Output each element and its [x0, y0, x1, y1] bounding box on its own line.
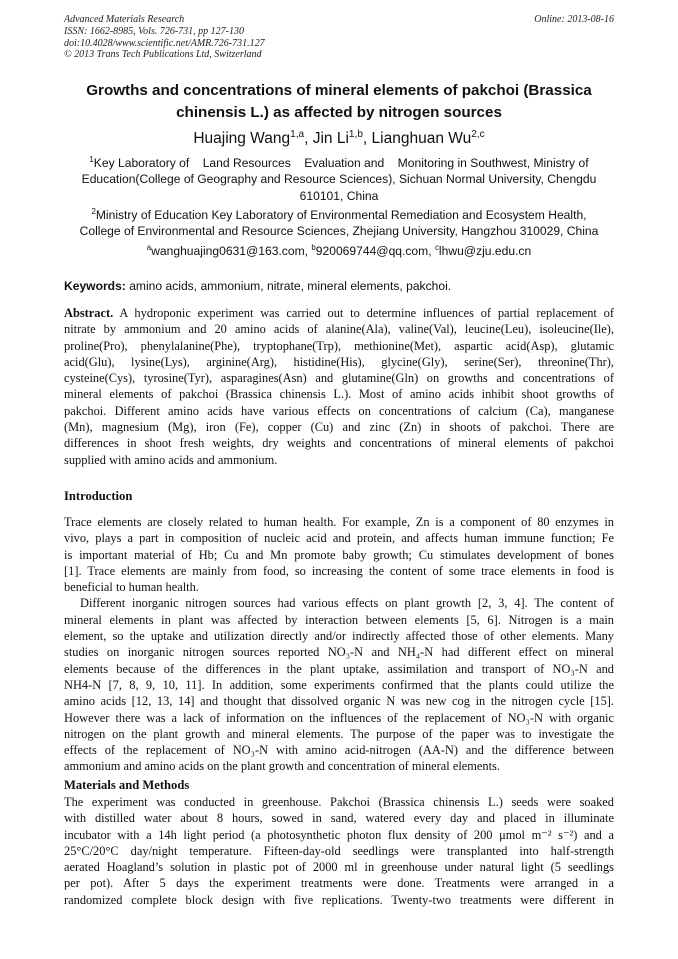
copyright: © 2013 Trans Tech Publications Ltd, Switzerland — [64, 49, 262, 61]
abstract-line: differences in shoot fresh weights, dry weights and concentrations of mineral elements of pakchoi — [64, 436, 614, 451]
abstract-line: (Mn), magnesium (Mg), iron (Fe), copper (Cu) and zinc (Zn) in shoots of pakchoi. There are — [64, 420, 614, 435]
email-link[interactable]: wanghuajing0631@163.com — [151, 244, 305, 258]
journal-header — [64, 14, 265, 61]
abstract-line: cysteine(Cys), tyrosine(Tyr), asparagines(Asn) and glutamine(Gln) on growths and concentrations of — [64, 371, 614, 386]
affiliation-2 — [0, 207, 678, 240]
aff-line: Ministry of Education Key Laboratory of Environmental Remediation and Ecosystem Health, — [95, 208, 587, 222]
aff-line: Education(College of Geography and Resource Sciences), Sichuan Normal University, Chengdu — [81, 172, 597, 187]
keywords — [64, 279, 451, 293]
introduction-heading: Introduction — [64, 489, 133, 503]
paragraph-line: element, so the uptake and utilization directly and/or indirectly affected those of other elements. Many — [64, 629, 614, 644]
abstract — [64, 305, 614, 468]
abstract-label: Abstract. — [64, 306, 114, 320]
paragraph-line: [1]. Trace elements are mainly from food, so increasing the content of some trace elements in food is — [64, 563, 614, 578]
issn: ISSN: 1662-8985, Vols. 726-731, pp 127-130 — [64, 25, 244, 37]
paragraph-line: Different inorganic nitrogen sources had various effects on plant growth [2, 3, 4]. The content of — [80, 596, 614, 611]
abstract-line: acid(Glu), lysine(Lys), arginine(Arg), histidine(His), glycine(Gly), serine(Ser), threonine(Thr), — [64, 354, 614, 369]
affiliation-1 — [0, 155, 678, 204]
methods-body — [64, 794, 614, 908]
author-sup: 2,c — [471, 128, 485, 140]
paragraph-line: is important material of Hb; Cu and Mn promote baby growth; Cu stimulates development of bones — [64, 547, 614, 562]
author: Lianghuan Wu — [371, 130, 472, 147]
paragraph-line: NH4-N [7, 8, 9, 10, 11]. In addition, some experiments confirmed that the plants could utilize the — [64, 677, 614, 692]
paragraph-line: elements because of the differences in the plant uptake, assimilation and transport of NO₃-N and — [64, 661, 614, 676]
online-date: Online: 2013-08-16 — [534, 14, 614, 25]
author-sup: 1,b — [348, 128, 363, 140]
author-sup: 1,a — [290, 128, 305, 140]
paragraph-line: vivo, plays a part in composition of nucleic acid and protein, and affects human immune function; Fe — [64, 531, 614, 546]
aff-line: 610101, China — [299, 188, 379, 203]
email-sup: a — [146, 242, 152, 252]
author: Huajing Wang — [193, 130, 291, 147]
introduction-body — [64, 514, 614, 775]
title-line: Growths and concentrations of mineral elements of pakchoi (Brassica — [86, 82, 592, 99]
paragraph-line: per pot). After 5 days the experiment treatments were done. Treatments were arranged in a — [64, 876, 614, 891]
email-link[interactable]: 920069744@qq.com — [315, 244, 429, 258]
paragraph-line: incubator with a 14h light period (a photosynthetic photon flux density of 200 μmol m⁻² s⁻²) and a — [64, 827, 614, 842]
title-line: chinensis L.) as affected by nitrogen sources — [176, 104, 502, 121]
paragraph-line: amino acids [12, 13, 14] and thought that dissolved organic N was new cog in the nitrogen cycle [15]. — [64, 694, 614, 709]
abstract-line — [64, 305, 614, 321]
paper-title — [0, 80, 678, 124]
paragraph-line: with distilled water about 8 hours, sowed in sand, watered every day and placed in illuminate — [64, 811, 614, 826]
journal-name: Advanced Materials Research — [64, 14, 185, 25]
email-list: $^a$wanghuajing0631@163.com, $^b$920069744@qq.com, $^c$lhwu@zju.edu.cn — [146, 242, 532, 258]
author: Jin Li — [312, 130, 349, 147]
paragraph-line: 25°C/20°C day/night temperature. Fifteen-day-old seedlings were transplanted into half-strength — [64, 843, 614, 858]
paragraph-line: effects of the replacement of NO₃-N with amino acid-nitrogen (AA-N) and the difference between — [64, 743, 614, 758]
keywords-label: Keywords: — [64, 279, 126, 293]
email-sup: c — [434, 242, 439, 252]
paragraph-line: studies on inorganic nitrogen sources reported NO₃-N and NH₄-N had different effect on mineral — [64, 645, 614, 660]
abstract-text: A hydroponic experiment was carried out to determine influences of partial replacement of — [113, 306, 614, 320]
abstract-line: nitrate by ammonium and 20 amino acids of alanine(Ala), valine(Val), leucine(Leu), isoleucine(Ile), — [64, 322, 614, 337]
abstract-line: mineral elements of pakchoi (Brassica chinensis L.). Most of amino acids inhibit shoot growths of — [64, 387, 614, 402]
paragraph-line: The experiment was conducted in greenhouse. Pakchoi (Brassica chinensis L.) seeds were soaked — [64, 795, 614, 809]
paragraph-line: Trace elements are closely related to human health. For example, Zn is a component of 80 enzymes in — [64, 515, 614, 529]
paragraph-line: beneficial to human health. — [64, 580, 199, 595]
aff-line: College of Environmental and Resource Sciences, Zhejiang University, Hangzhou 310029, China — [79, 224, 599, 239]
methods-heading: Materials and Methods — [64, 778, 190, 792]
paragraph-line: ammonium and amino acids on the plant growth and concentration of mineral elements. — [64, 759, 500, 774]
paragraph-line: randomized complete block design with five replications. Twenty-two treatments were different in — [64, 892, 614, 907]
aff-sup: 1 — [89, 154, 94, 164]
doi: doi:10.4028/www.scientific.net/AMR.726-731.127 — [64, 37, 265, 49]
paragraph-line: nitrogen on the plant growth and mineral elements. The purpose of the paper was to investigate the — [64, 726, 614, 741]
aff-line: Key Laboratory of Land Resources Evaluation and Monitoring in Southwest, Ministry of — [93, 156, 589, 170]
paragraph-line: aerated Hoagland’s solution in plastic pot of 2000 ml in greenhouse under natural light (5 seedlings — [64, 860, 614, 875]
abstract-line: pakchoi. Different amino acids have various effects on concentrations of calcium (Ca), manganese — [64, 403, 614, 418]
paragraph-line: However there was a lack of information on the influences of the replacement of NO₃-N with organic — [64, 710, 614, 725]
email-sup: b — [311, 242, 316, 252]
keywords-text: amino acids, ammonium, nitrate, mineral elements, pakchoi. — [125, 279, 452, 293]
paragraph-line: mineral elements in plant was affected by interaction between elements [5, 6]. Nitrogen is a main — [64, 612, 614, 627]
author-list: Huajing Wang$^{1,a}$, Jin Li$^{1,b}$, Lianghuan Wu$^{2,c}$ — [193, 128, 485, 147]
aff-sup: 2 — [91, 206, 96, 216]
abstract-line: proline(Pro), phenylalanine(Phe), tryptophane(Trp), methionine(Met), aspartic acid(Asp), glutamic — [64, 338, 614, 353]
email-link[interactable]: lhwu@zju.edu.cn — [438, 244, 532, 258]
abstract-line: supplied with amino acids and ammonium. — [64, 452, 278, 467]
